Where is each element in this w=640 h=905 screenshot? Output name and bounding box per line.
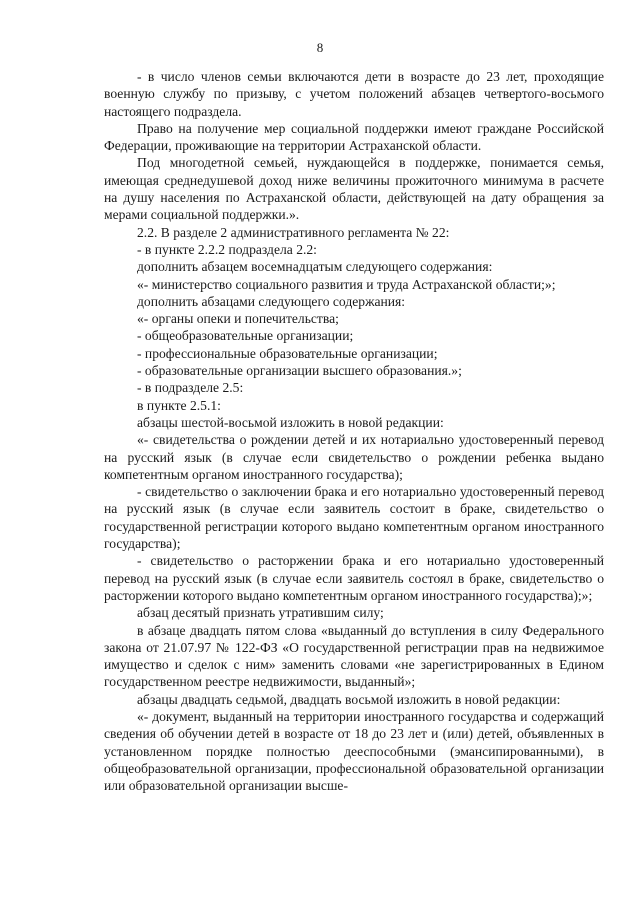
paragraph: в абзаце двадцать пятом слова «выданный до вступления в силу Федерального закона от 21.07.97 № 122-ФЗ «О государственной регистрации прав на недвижимое имущество и сделок с ним» заменить словами «не зарегистрированных в Едином государственном реестре недвижимости, выданный»; — [104, 622, 604, 690]
paragraph: абзацы шестой-восьмой изложить в новой редакции: — [137, 414, 444, 430]
paragraph: «- документ, выданный на территории иностранного государства и содержащий сведения об обучении детей в возрасте от 18 до 23 лет и (или) детей, объявленных в установленном порядке полностью дееспособными (эмансипированными), в общеобразовательной организации, профессиональной образовательной организации или образовательной организации высше- — [104, 708, 604, 794]
paragraph: Под многодетной семьей, нуждающейся в поддержке, понимается семья, имеющая среднедушевой доход ниже величины прожиточного минимума в расчете на душу населения по Астраханской области, действующей на дату обращения за мерами социальной поддержки.». — [104, 155, 604, 223]
paragraph: «- министерство социального развития и труда Астраханской области;»; — [137, 276, 556, 292]
paragraph: - в подразделе 2.5: — [137, 380, 244, 396]
paragraph: - образовательные организации высшего образования.»; — [137, 363, 462, 379]
paragraph: - свидетельство о заключении брака и его нотариально удостоверенный перевод на русский язык (в случае если заявитель состоит в браке, свидетельство о государственной регистрации которого выдано компетентным органом иностранного государства); — [104, 484, 604, 552]
document-body — [104, 68, 604, 794]
paragraph: Право на получение мер социальной поддержки имеют граждане Российской Федерации, проживающие на территории Астраханской области. — [104, 120, 604, 154]
paragraph: - профессиональные образовательные организации; — [137, 345, 438, 361]
paragraph: «- органы опеки и попечительства; — [137, 311, 339, 327]
paragraph: 2.2. В разделе 2 административного регламента № 22: — [137, 224, 450, 240]
paragraph: - свидетельство о расторжении брака и его нотариально удостоверенный перевод на русский язык (в случае если заявитель состоял в браке, свидетельство о расторжении которого выдано компетентным органом иностранного государства);»; — [104, 553, 604, 603]
paragraph: абзацы двадцать седьмой, двадцать восьмой изложить в новой редакции: — [137, 691, 561, 707]
paragraph: «- свидетельства о рождении детей и их нотариально удостоверенный перевод на русский язык (в случае если свидетельство о рождении ребенка выдано компетентным органом иностранного государства); — [104, 432, 604, 482]
paragraph: в пункте 2.5.1: — [137, 397, 221, 413]
paragraph: дополнить абзацем восемнадцатым следующего содержания: — [137, 259, 493, 275]
paragraph: абзац десятый признать утратившим силу; — [137, 605, 384, 621]
paragraph: дополнить абзацами следующего содержания: — [137, 293, 406, 309]
page-number: 8 — [316, 40, 324, 55]
paragraph: - в пункте 2.2.2 подраздела 2.2: — [137, 241, 317, 257]
paragraph: - в число членов семьи включаются дети в возрасте до 23 лет, проходящие военную службу по призыву, с учетом положений абзацев четвертого-восьмого настоящего подраздела. — [104, 69, 604, 119]
paragraph: - общеобразовательные организации; — [137, 328, 354, 344]
